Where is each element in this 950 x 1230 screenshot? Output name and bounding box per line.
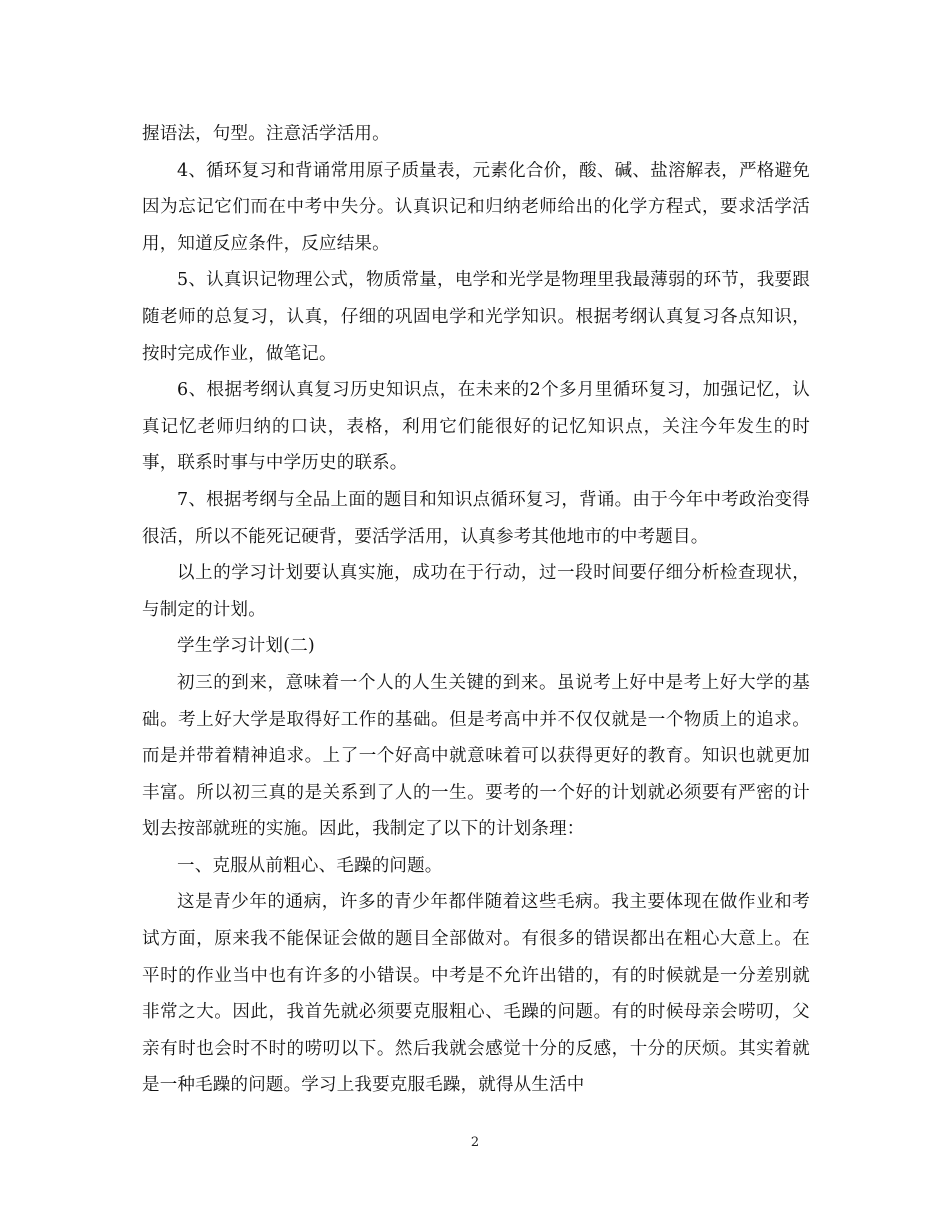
paragraph: 握语法，句型。注意活学活用。 <box>142 124 390 144</box>
paragraph: 5、认真识记物理公式，物质常量，电学和光学是物理里我最薄弱的环节，我要跟随老师的总复习，认真，仔细的巩固电学和光学知识。根据考纲认真复习各点知识，按时完成作业，做笔记。 <box>142 270 810 364</box>
paragraph: 7、根据考纲与全品上面的题目和知识点循环复习，背诵。由于今年中考政治变得很活，所以不能死记硬背，要活学活用，认真参考其他地市的中考题目。 <box>142 489 810 547</box>
subsection-heading: 一、克服从前粗心、毛躁的问题。 <box>177 855 443 876</box>
paragraph: 6、根据考纲认真复习历史知识点，在未来的2个多月里循环复习，加强记忆，认真记忆老师归纳的口诀，表格，利用它们能很好的记忆知识点，关注今年发生的时事，联系时事与中学历史的联系。 <box>142 380 810 474</box>
page-number: 2 <box>470 1135 480 1150</box>
paragraph: 以上的学习计划要认真实施，成功在于行动，过一段时间要仔细分析检查现状，与制定的计划。 <box>142 563 810 620</box>
paragraph: 4、循环复习和背诵常用原子质量表，元素化合价，酸、碱、盐溶解表，严格避免因为忘记它们而在中考中失分。认真识记和归纳老师给出的化学方程式，要求活学活用，知道反应条件，反应结果。 <box>142 160 810 254</box>
section-heading: 学生学习计划(二) <box>177 636 315 657</box>
paragraph: 初三的到来，意味着一个人的人生关键的到来。虽说考上好中是考上好大学的基础。考上好大学是取得好工作的基础。但是考高中并不仅仅就是一个物质上的追求。而是并带着精神追求。上了一个好高中就意味着可以获得更好的教育。知识也就更加丰富。所以初三真的是关系到了人的一生。要考的一个好的计划就必须要有严密的计划去按部就班的实施。因此，我制定了以下的计划条理： <box>142 672 810 840</box>
paragraph: 这是青少年的通病，许多的青少年都伴随着这些毛病。我主要体现在做作业和考试方面，原来我不能保证会做的题目全部做对。有很多的错误都出在粗心大意上。在平时的作业当中也有许多的小错误。中考是不允许出错的，有的时候就是一分差别就非常之大。因此，我首先就必须要克服粗心、毛躁的问题。有的时候母亲会唠叨，父亲有时也会时不时的唠叨以下。然后我就会感觉十分的反感，十分的厌烦。其实着就是一种毛躁的问题。学习上我要克服毛躁，就得从生活中 <box>142 892 810 1096</box>
document-body <box>142 116 810 1104</box>
